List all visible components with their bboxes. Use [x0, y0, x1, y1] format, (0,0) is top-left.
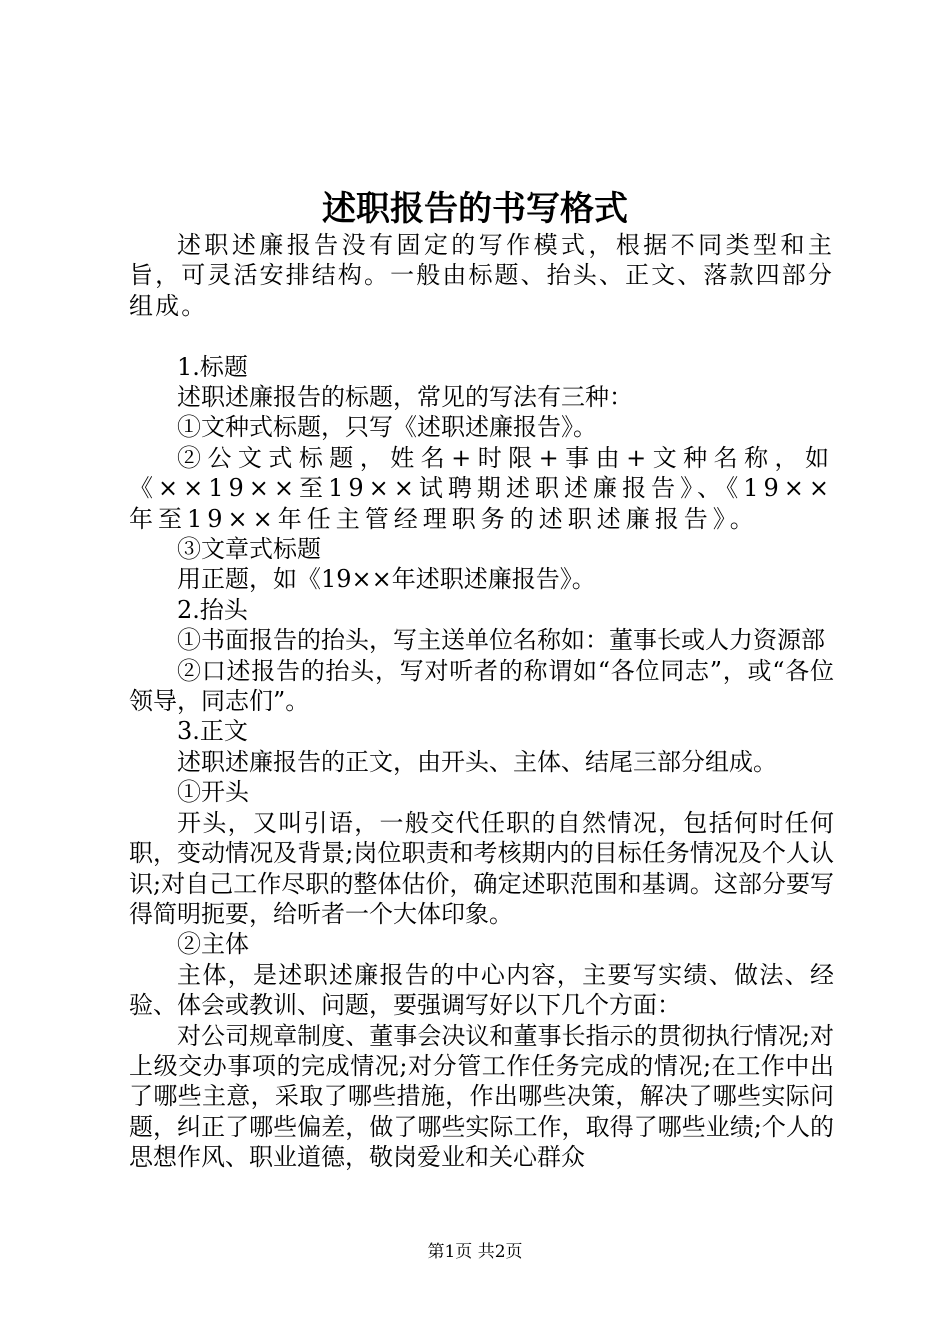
list-item: ①开头	[177, 778, 249, 807]
list-item: ③文章式标题	[177, 535, 321, 564]
list-item: ①书面报告的抬头，写主送单位名称如：董事长或人力资源部	[177, 626, 825, 655]
paragraph: 对公司规章制度、董事会决议和董事长指示的贯彻执行情况;对上级交办事项的完成情况;对分管工作任务完成的情况;在工作中出了哪些主意，采取了哪些措施，作出哪些决策，解决了哪些实际问题，纠正了哪些偏差，做了哪些实际工作，取得了哪些业绩;个人的思想作风、职业道德，敬岗爱业和关心群众	[129, 1021, 834, 1172]
paragraph: 主体，是述职述廉报告的中心内容，主要写实绩、做法、经验、体会或教训、问题，要强调写好以下几个方面：	[129, 960, 834, 1020]
heading-title-section: 1.标题	[177, 352, 248, 381]
paragraph-intro: 述职述廉报告没有固定的写作模式，根据不同类型和主旨，可灵活安排结构。一般由标题、抬头、正文、落款四部分组成。	[129, 231, 834, 320]
paragraph: 述职述廉报告的标题，常见的写法有三种：	[177, 383, 633, 412]
document-title: 述职报告的书写格式	[322, 189, 628, 229]
list-item: ②主体	[177, 930, 249, 959]
paragraph: 述职述廉报告的正文，由开头、主体、结尾三部分组成。	[177, 747, 777, 776]
document-body	[129, 230, 834, 1173]
paragraph: 用正题，如《19××年述职述廉报告》。	[177, 565, 596, 594]
heading-salutation-section: 2.抬头	[177, 595, 248, 624]
heading-body-section: 3.正文	[177, 717, 248, 746]
paragraph: 开头，又叫引语，一般交代任职的自然情况，包括何时任何职，变动情况及背景;岗位职责和考核期内的目标任务情况及个人认识;对自己工作尽职的整体估价，确定述职范围和基调。这部分要写得简明扼要，给听者一个大体印象。	[129, 808, 834, 928]
list-item: ②公文式标题，姓名+时限+事由+文种名称，如《××19××至19××试聘期述职述廉报告》、《19××年至19××年任主管经理职务的述职述廉报告》。	[129, 443, 834, 533]
page-footer: 第1页 共2页	[427, 1242, 523, 1262]
list-item: ②口述报告的抬头，写对听者的称谓如“各位同志”，或“各位领导，同志们”。	[129, 656, 834, 716]
paragraph-gap	[129, 321, 834, 351]
list-item: ①文种式标题，只写《述职述廉报告》。	[177, 413, 597, 442]
